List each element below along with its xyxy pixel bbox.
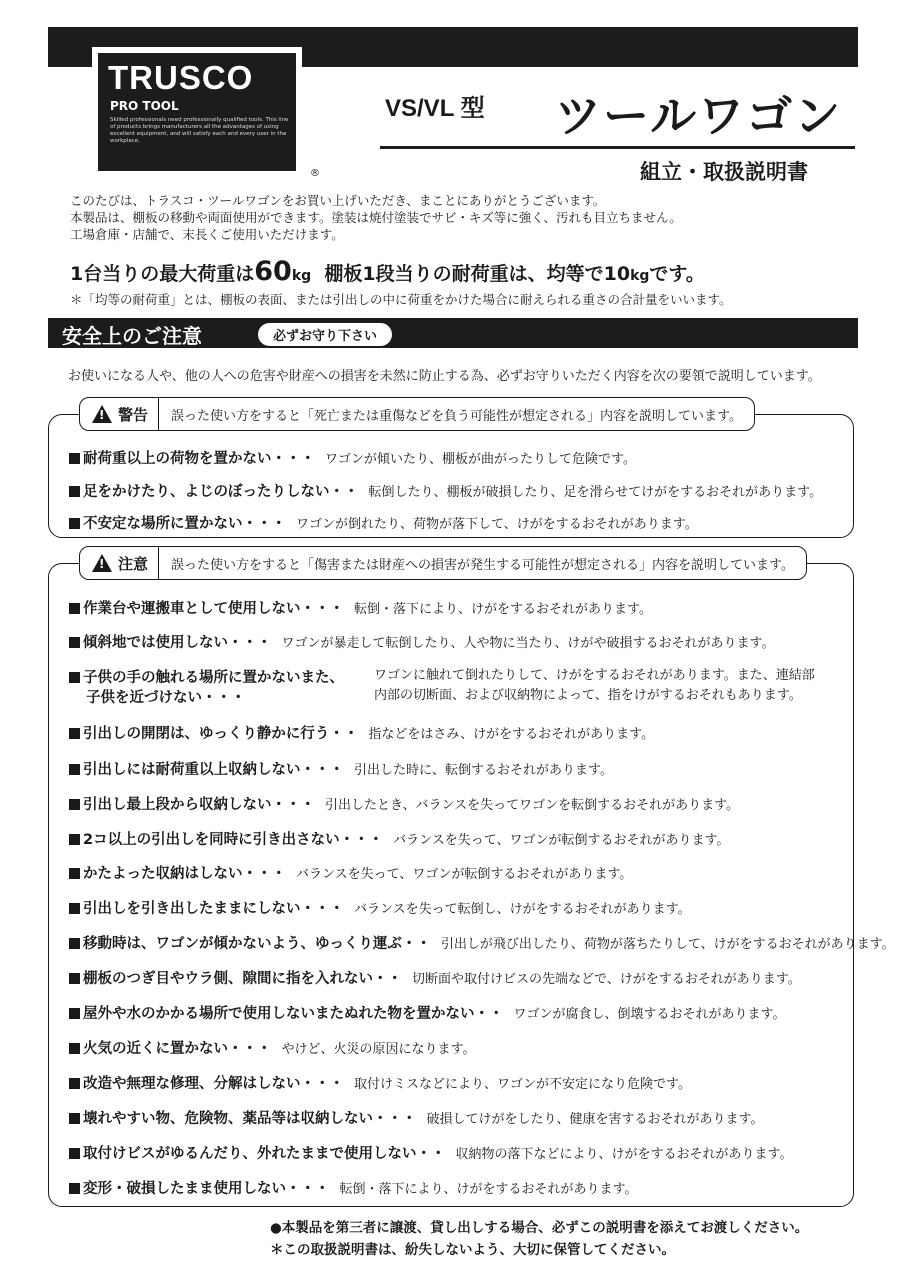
list-item bbox=[69, 967, 801, 988]
bullet-square-icon bbox=[69, 868, 80, 879]
item-desc-line1: ワゴンに触れて倒れたりして、けがをするおそれがあります。また、連結部 bbox=[374, 668, 815, 683]
load-note: ＊「均等の耐荷重」とは、棚板の表面、または引出しの中に荷重をかけた場合に耐えられる重さの合計量をいいます。 bbox=[70, 292, 732, 307]
list-item bbox=[69, 447, 636, 468]
list-item bbox=[69, 932, 895, 953]
safety-lead: お使いになる人や、他の人への危害や財産への損害を未然に防止する為、必ずお守りいただく内容を次の要領で説明しています。 bbox=[68, 369, 821, 384]
bullet-square-icon bbox=[69, 603, 80, 614]
list-item bbox=[69, 631, 774, 652]
item-desc: バランスを失って転倒し、けがをするおそれがあります。 bbox=[354, 902, 691, 917]
bullet-square-icon bbox=[69, 799, 80, 810]
page-subtitle: 組立・取扱説明書 bbox=[640, 160, 808, 184]
list-item bbox=[69, 1107, 763, 1128]
item-heading: 引出しの開閉は、ゆっくり静かに行う・・ bbox=[83, 726, 359, 742]
page-title: ツールワゴン bbox=[555, 89, 843, 143]
item-heading: 耐荷重以上の荷物を置かない・・・ bbox=[83, 451, 315, 467]
list-item bbox=[69, 862, 632, 883]
item-heading: 引出しには耐荷重以上収納しない・・・ bbox=[83, 762, 344, 778]
bullet-square-icon bbox=[69, 903, 80, 914]
item-heading: 不安定な場所に置かない・・・ bbox=[83, 516, 286, 532]
bullet-square-icon bbox=[69, 1183, 80, 1194]
item-heading-line2: 子供を近づけない・・・ bbox=[86, 690, 246, 706]
item-heading: かたよった収納はしない・・・ bbox=[83, 866, 286, 882]
bullet-square-icon bbox=[69, 637, 80, 648]
list-item bbox=[69, 793, 739, 814]
bullet-square-icon bbox=[69, 728, 80, 739]
bullet-square-icon bbox=[69, 834, 80, 845]
bullet-square-icon bbox=[69, 1078, 80, 1089]
item-desc: ワゴンが暴走して転倒したり、人や物に当たり、けがや破損するおそれがあります。 bbox=[281, 636, 775, 651]
list-item bbox=[69, 1142, 792, 1163]
bullet-square-icon bbox=[69, 764, 80, 775]
item-desc: 切断面や取付けビスの先端などで、けがをするおそれがあります。 bbox=[412, 972, 801, 987]
item-heading: 屋外や水のかかる場所で使用しないまたぬれた物を置かない・・ bbox=[83, 1006, 504, 1022]
bullet-square-icon bbox=[69, 518, 80, 529]
item-heading: 移動時は、ワゴンが傾かないよう、ゆっくり運ぶ・・ bbox=[83, 936, 431, 952]
intro-line: 工場倉庫・店舗で、末長くご使用いただけます。 bbox=[70, 227, 344, 242]
intro-line: このたびは、トラスコ・ツールワゴンをお買い上げいただき、まことにありがとうございます。 bbox=[70, 193, 606, 208]
item-heading: 取付けビスがゆるんだり、外れたままで使用しない・・ bbox=[83, 1146, 446, 1162]
item-desc: 転倒したり、棚板が破損したり、足を滑らせてけがをするおそれがあります。 bbox=[368, 485, 823, 500]
item-desc: ワゴンが傾いたり、棚板が曲がったりして危険です。 bbox=[325, 452, 636, 467]
item-desc: 引出したとき、バランスを失ってワゴンを転倒するおそれがあります。 bbox=[325, 798, 740, 813]
title-rule bbox=[380, 146, 855, 149]
item-desc-multiline bbox=[374, 666, 815, 706]
caution-header bbox=[79, 546, 807, 580]
load-part3: です。 bbox=[649, 263, 705, 285]
item-desc: 転倒・落下により、けがをするおそれがあります。 bbox=[339, 1182, 638, 1197]
bullet-square-icon bbox=[69, 1008, 80, 1019]
list-item bbox=[69, 758, 613, 779]
footer-note: ●本製品を第三者に譲渡、貸し出しする場合、必ずこの説明書を添えてお渡しください。 bbox=[270, 1220, 809, 1236]
safety-header bbox=[48, 318, 858, 348]
load-capacity bbox=[70, 256, 705, 287]
safety-title: 安全上のご注意 bbox=[62, 324, 202, 348]
item-desc: 引出しが飛び出したり、荷物が落ちたりして、けがをするおそれがあります。 bbox=[440, 937, 895, 952]
caution-label-box bbox=[80, 547, 159, 579]
item-heading: 火気の近くに置かない・・・ bbox=[83, 1041, 272, 1057]
bullet-square-icon bbox=[69, 1113, 80, 1124]
safety-pill: 必ずお守り下さい bbox=[258, 323, 392, 346]
item-desc: 収納物の落下などにより、けがをするおそれがあります。 bbox=[455, 1147, 793, 1162]
brand-logo bbox=[92, 47, 302, 177]
list-item bbox=[69, 512, 698, 533]
item-desc: ワゴンが倒れたり、荷物が落下して、けがをするおそれがあります。 bbox=[296, 517, 698, 532]
item-desc: やけど、火災の原因になります。 bbox=[281, 1042, 476, 1057]
item-heading: 足をかけたり、よじのぼったりしない・・ bbox=[83, 484, 359, 500]
bullet-square-icon bbox=[69, 672, 80, 683]
warning-panel bbox=[48, 405, 854, 538]
item-heading: 子供の手の触れる場所に置かないまた、 bbox=[83, 670, 344, 686]
brand-name: TRUSCO bbox=[108, 59, 254, 96]
load-part1: 1台当りの最大荷重は bbox=[70, 263, 255, 285]
warning-triangle-icon bbox=[92, 405, 112, 423]
warning-label-box bbox=[80, 398, 159, 430]
item-desc: 転倒・落下により、けがをするおそれがあります。 bbox=[354, 602, 652, 617]
item-heading: 引出しを引き出したままにしない・・・ bbox=[83, 901, 344, 917]
bullet-square-icon bbox=[69, 1148, 80, 1159]
footer-note: ＊この取扱説明書は、紛失しないよう、大切に保管してください。 bbox=[270, 1242, 675, 1258]
caution-panel bbox=[48, 554, 895, 1207]
list-item bbox=[69, 1177, 637, 1198]
bullet-square-icon bbox=[69, 938, 80, 949]
item-heading: 改造や無理な修理、分解はしない・・・ bbox=[83, 1076, 344, 1092]
intro-line: 本製品は、棚板の移動や両面使用ができます。塗装は焼付塗装でサビ・キズ等に強く、汚れも目立ちません。 bbox=[70, 210, 682, 225]
item-heading: 壊れやすい物、危険物、薬品等は収納しない・・・ bbox=[83, 1111, 417, 1127]
registered-mark: ® bbox=[310, 168, 320, 179]
warning-desc: 誤った使い方をすると「死亡または重傷などを負う可能性が想定される」内容を説明しています。 bbox=[171, 408, 742, 424]
list-item bbox=[69, 1072, 691, 1093]
item-heading: 引出し最上段から収納しない・・・ bbox=[83, 797, 315, 813]
load-unit1: kg bbox=[291, 268, 312, 284]
item-desc: バランスを失って、ワゴンが転倒するおそれがあります。 bbox=[296, 867, 633, 882]
caution-label: 注意 bbox=[118, 554, 149, 573]
load-unit2: kg bbox=[630, 268, 650, 284]
item-desc: 破損してけがをしたり、健康を害するおそれがあります。 bbox=[426, 1112, 764, 1127]
logo-panel bbox=[98, 53, 296, 171]
caution-desc: 誤った使い方をすると「傷害または財産への損害が発生する可能性が想定される」内容を説明しています。 bbox=[171, 557, 794, 573]
item-heading: 作業台や運搬車として使用しない・・・ bbox=[83, 601, 344, 617]
item-desc-line2: 内部の切断面、および収納物によって、指をけがするおそれもあります。 bbox=[374, 688, 802, 703]
list-item bbox=[69, 666, 839, 708]
list-item bbox=[69, 897, 691, 918]
item-desc: 引出した時に、転倒するおそれがあります。 bbox=[354, 763, 613, 778]
list-item bbox=[69, 597, 652, 618]
list-item bbox=[69, 480, 822, 501]
item-desc: ワゴンが腐食し、倒壊するおそれがあります。 bbox=[513, 1007, 786, 1022]
bullet-square-icon bbox=[69, 486, 80, 497]
bullet-square-icon bbox=[69, 973, 80, 984]
list-item bbox=[69, 1002, 785, 1023]
list-item bbox=[69, 828, 729, 849]
item-desc: バランスを失って、ワゴンが転倒するおそれがあります。 bbox=[393, 833, 730, 848]
warning-label: 警告 bbox=[118, 405, 149, 424]
intro-text bbox=[70, 192, 850, 243]
brand-tagline: Skilled professionals need professionally qualified tools. This line of products brings manufacturers all the advantages of using excellent equipment, and will satisfy each and every user in the workplace. bbox=[110, 117, 289, 144]
bullet-square-icon bbox=[69, 453, 80, 464]
list-item bbox=[69, 722, 654, 743]
item-heading: 2コ以上の引出しを同時に引き出さない・・・ bbox=[83, 832, 384, 848]
caution-triangle-icon bbox=[92, 554, 112, 572]
item-desc: 指などをはさみ、けがをするおそれがあります。 bbox=[368, 727, 655, 742]
brand-sub: PRO TOOL bbox=[110, 99, 179, 113]
item-desc: 取付けミスなどにより、ワゴンが不安定になり危険です。 bbox=[354, 1077, 691, 1092]
load-part2: 棚板1段当りの耐荷重は、均等で10 bbox=[324, 263, 631, 285]
list-item bbox=[69, 1037, 475, 1058]
item-heading: 変形・破損したまま使用しない・・・ bbox=[83, 1181, 330, 1197]
load-max: 60 bbox=[254, 256, 292, 287]
warning-header bbox=[79, 397, 755, 431]
bullet-square-icon bbox=[69, 1043, 80, 1054]
model-label: VS/VL 型 bbox=[385, 95, 485, 122]
item-heading: 傾斜地では使用しない・・・ bbox=[83, 635, 272, 651]
item-heading: 棚板のつぎ目やウラ側、隙間に指を入れない・・ bbox=[83, 971, 402, 987]
